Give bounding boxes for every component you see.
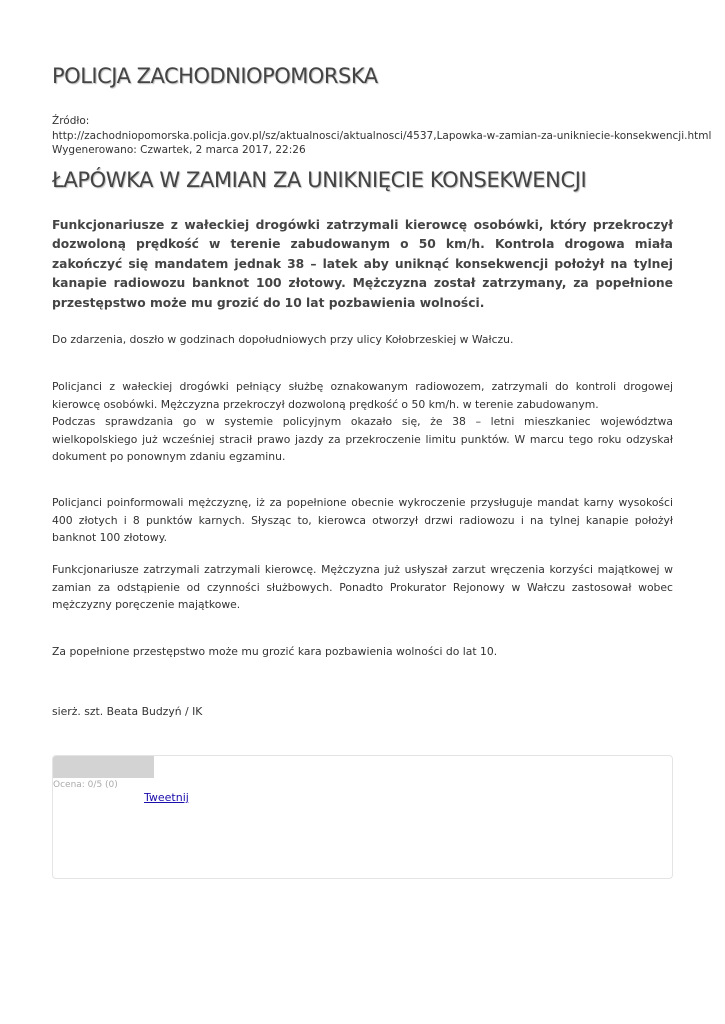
article-paragraph-3: Policjanci poinformowali mężczyznę, iż za popełnione obecnie wykroczenie przysługuje mandat karny wysokości 400 złotych i 8 punktów karnych. Słysząc to, kierowca otworzył drzwi radiowozu i na tylnej kanapie położył banknot 100 złotowy.: [52, 496, 673, 545]
article-paragraph-5: Za popełnione przestępstwo może mu grozić kara pozbawienia wolności do lat 10.: [52, 645, 498, 658]
rating-label: Ocena: 0/5 (0): [53, 780, 118, 790]
article-paragraph-2b: Podczas sprawdzania go w systemie policyjnym okazało się, że 38 – letni mieszkaniec województwa wielkopolskiego już wcześniej stracił prawo jazdy za przekroczenie limitu punktów. W marcu tego roku odzyskał dokument po ponownym zdaniu egzaminu.: [52, 415, 673, 464]
source-url: http://zachodniopomorska.policja.gov.pl/sz/aktualnosci/aktualnosci/4537,Lapowka-w-zamian-za-unikniecie-konsekwencji.html: [52, 129, 712, 142]
rating-stars-bar[interactable]: [53, 756, 154, 778]
article-paragraph-4: Funkcjonariusze zatrzymali zatrzymali kierowcę. Mężczyzna już usłyszał zarzut wręczenia korzyści majątkowej w zamian za odstąpienie od czynności służbowych. Ponadto Prokurator Rejonowy w Wałczu zastosował wobec mężczyzny poręczenie majątkowe.: [52, 563, 673, 612]
article-lead: Funkcjonariusze z wałeckiej drogówki zatrzymali kierowcę osobówki, który przekroczył dozwoloną prędkość w terenie zabudowanym o 50 km/h. Kontrola drogowa miała zakończyć się mandatem jednak 38 – latek aby uniknąć konsekwencji położył na tylnej kanapie radiowozu banknot 100 złotowy. Mężczyzna został zatrzymany, za popełnione przestępstwo może mu grozić do 10 lat pozbawienia wolności.: [52, 218, 673, 310]
article-paragraph-2: [52, 378, 673, 466]
article-author: sierż. szt. Beata Budzyń / IK: [52, 705, 203, 718]
article-paragraph-1: Do zdarzenia, doszło w godzinach dopołudniowych przy ulicy Kołobrzeskiej w Wałczu.: [52, 333, 514, 346]
document-meta: [52, 114, 711, 158]
tweet-link[interactable]: Tweetnij: [144, 791, 189, 804]
article-title: ŁAPÓWKA W ZAMIAN ZA UNIKNIĘCIE KONSEKWENCJI: [52, 168, 587, 192]
rating-share-box: [52, 755, 673, 879]
article-paragraph-2a: Policjanci z wałeckiej drogówki pełniący służbę oznakowanym radiowozem, zatrzymali do kontroli drogowej kierowcę osobówki. Mężczyzna przekroczył dozwoloną prędkość o 50 km/h. w terenie zabudowanym.: [52, 380, 673, 411]
site-title: POLICJA ZACHODNIOPOMORSKA: [52, 64, 378, 88]
generated-date: Wygenerowano: Czwartek, 2 marca 2017, 22:26: [52, 144, 306, 156]
source-label: Źródło:: [52, 115, 90, 127]
